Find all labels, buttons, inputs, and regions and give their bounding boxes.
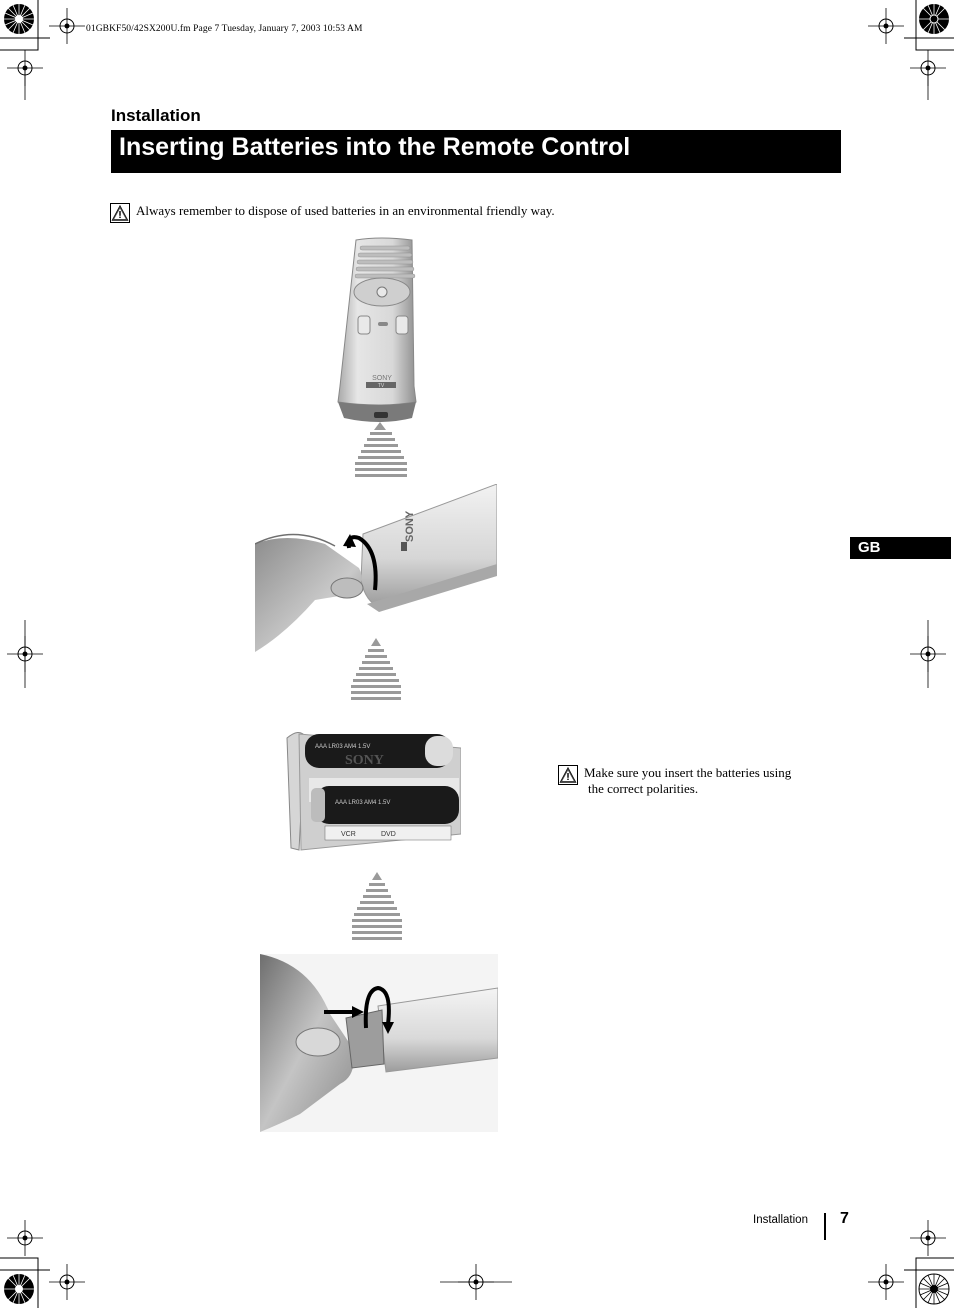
page-title: Inserting Batteries into the Remote Control — [119, 133, 631, 161]
dispose-note — [110, 203, 555, 223]
battery-bottom-label: AAA LR03 AM4 1.5V — [335, 800, 391, 806]
footer-section-label: Installation — [753, 1214, 808, 1226]
polarity-note-line-2: the correct polarities. — [588, 781, 699, 796]
arrow-down-icon — [351, 872, 403, 942]
page-number: 7 — [840, 1210, 849, 1227]
title-bar — [111, 130, 841, 173]
remote-side-brand: SONY — [404, 510, 416, 542]
remote-tv-label: TV — [377, 383, 385, 389]
battery-top-label: AAA LR03 AM4 1.5V — [315, 744, 371, 750]
polarity-note-line-1: Make sure you insert the batteries using — [584, 765, 792, 780]
arrow-down-icon — [350, 638, 402, 706]
open-cover-illustration — [255, 484, 497, 654]
compartment-dvd-label: DVD — [381, 831, 396, 838]
language-tab: GB — [850, 537, 951, 559]
compartment-vcr-label: VCR — [341, 831, 356, 838]
battery-top-brand: SONY — [345, 753, 384, 768]
file-header: 01GBKF50/42SX200U.fm Page 7 Tuesday, January 7, 2003 10:53 AM — [86, 24, 363, 34]
dispose-note-text: Always remember to dispose of used batteries in an environmental friendly way. — [136, 203, 555, 218]
section-label: Installation — [111, 106, 201, 125]
polarity-note — [558, 765, 791, 797]
battery-compartment-illustration — [285, 728, 461, 854]
remote-brand: SONY — [372, 375, 392, 382]
close-cover-illustration — [260, 954, 498, 1132]
remote-control-illustration — [330, 236, 430, 486]
warning-icon — [110, 203, 130, 223]
footer-divider — [824, 1213, 826, 1240]
warning-icon — [558, 765, 578, 785]
